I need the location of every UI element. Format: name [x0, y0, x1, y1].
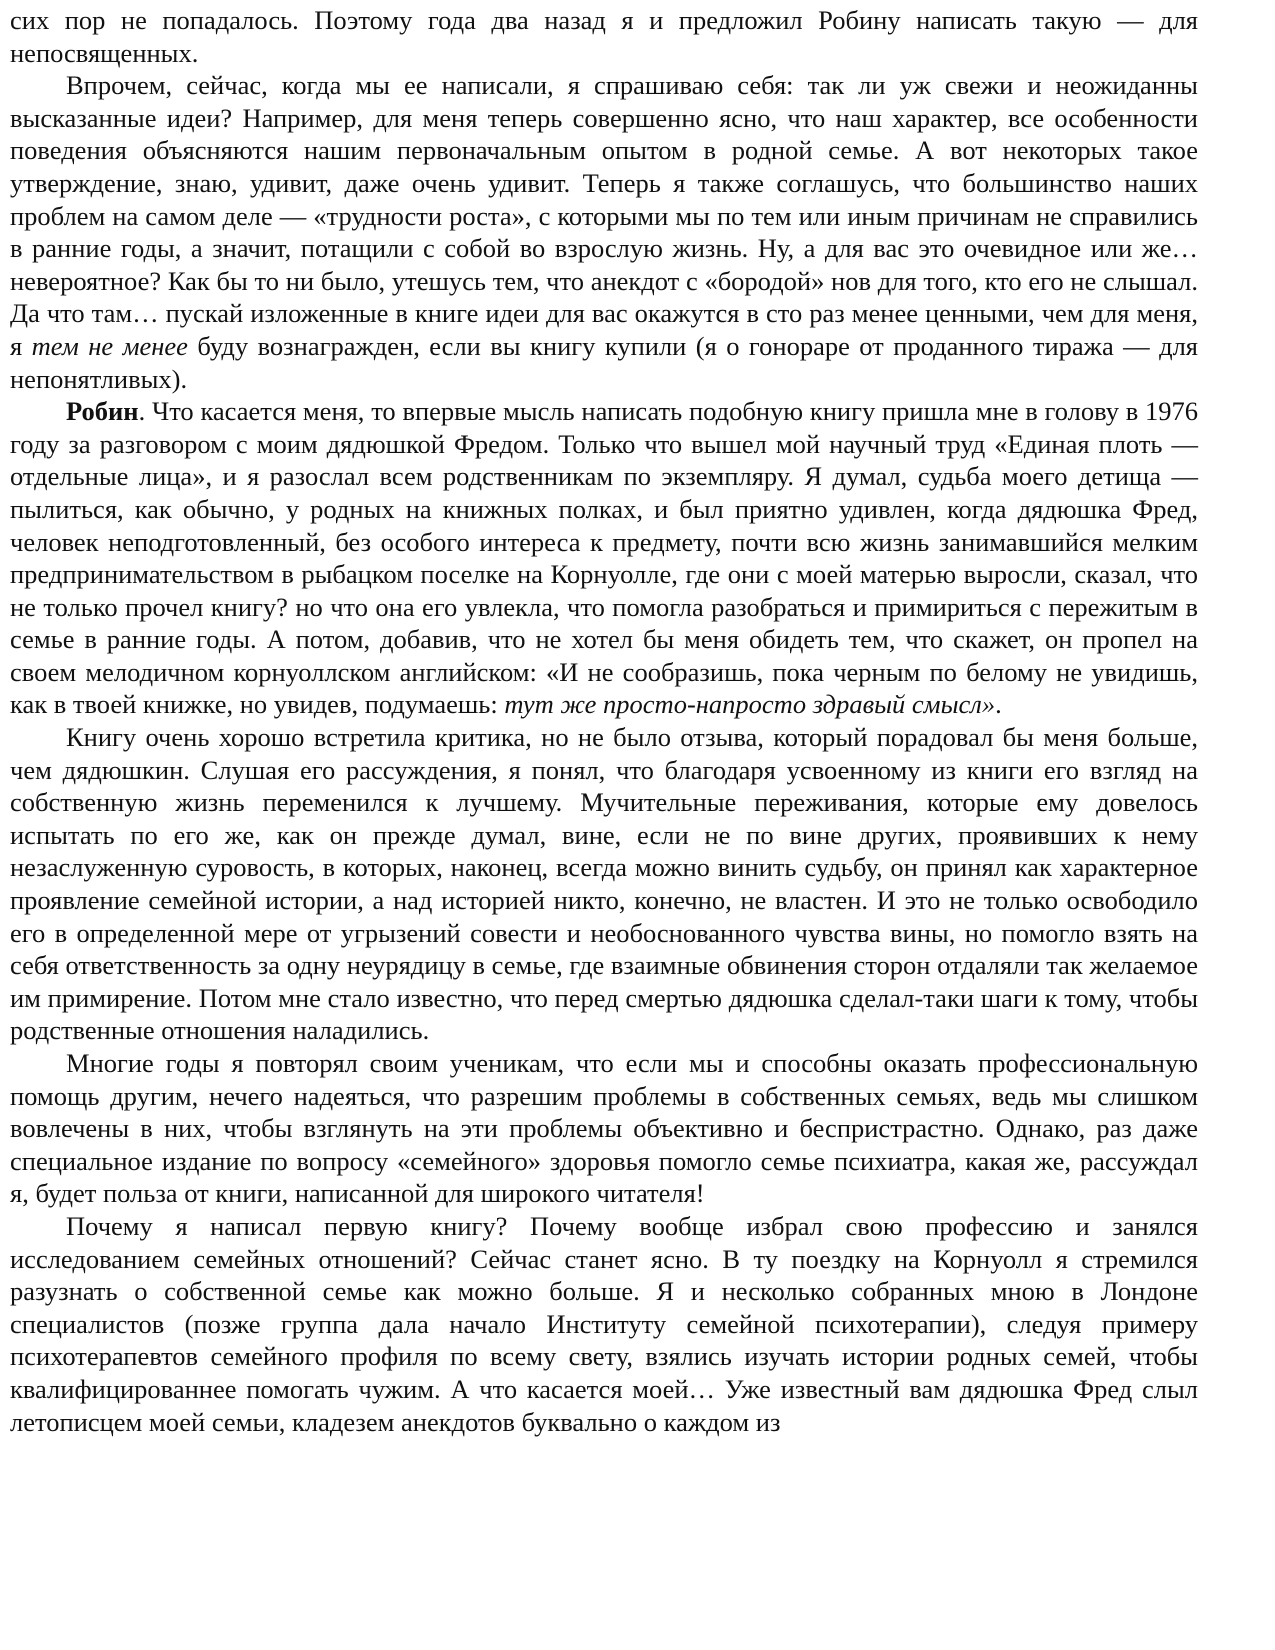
italic-phrase: тем не менее — [31, 330, 188, 361]
paragraph-fresh-ideas — [10, 69, 1198, 395]
paragraph-text: Многие годы я повторял своим ученикам, что если мы и способны оказать профессиональную помощь другим, нечего надеяться, что разрешим проблемы в собственных семьях, ведь мы слишком вовлечены в них, чтобы взглянуть на эти проблемы объективно и беспристрастно. Однако, раз даже специальное издание по вопросу «семейного» здоровья помогло семье психиатра, какая же, рассуждал я, будет польза от книги, написанной для широкого читателя! — [10, 1048, 1198, 1209]
paragraph-text: Впрочем, сейчас, когда мы ее написали, я спрашиваю себя: так ли уж свежи и неожиданны высказанные идеи? Например, для меня теперь совершенно ясно, что наш характер, все особенности поведения объясняются нашим первоначальным опытом в родной семье. А вот некоторых такое утверждение, знаю, удивит, даже очень удивит. Теперь я также соглашусь, что большинство наших проблем на самом деле — «трудности роста», с которыми мы по тем или иным причинам не справились в ранние годы, а значит, потащили с собой во взрослую жизнь. Ну, а для вас это очевидное или же… невероятное? Как бы то ни было, утешусь тем, что анекдот с «бородой» нов для того, кто его не слышал. Да что там… пускай изложенные в книге идеи для вас окажутся в сто раз менее ценными, чем для меня, я — [10, 70, 1198, 361]
paragraph-text: Почему я написал первую книгу? Почему вообще избрал свою профессию и занялся исследованием семейных отношений? Сейчас станет ясно. В ту поездку на Корнуолл я стремился разузнать о собственной семье как можно больше. Я и несколько собранных мною в Лондоне специалистов (позже группа дала начало Институту семейной психотерапии), следуя примеру психотерапевтов семейного профиля по всему свету, взялись изучать истории родных семей, чтобы квалифицированнее помогать чужим. А что касается моей… Уже известный вам дядюшка Фред слыл летописцем моей семьи, кладезем анекдотов буквально о каждом из — [10, 1210, 1198, 1437]
paragraph-text: Книгу очень хорошо встретила критика, но не было отзыва, который порадовал бы меня больше, чем дядюшкин. Слушая его рассуждения, я понял, что благодаря усвоенному из книги его взгляд на собственную жизнь переменился к лучшему. Мучительные переживания, которые ему довелось испытать по его же, как он прежде думал, вине, если не по вине других, проявивших к нему незаслуженную суровость, в которых, наконец, всегда можно винить судьбу, он принял как характерное проявление семейной истории, а над историей никто, конечно, не властен. И это не только освободило его в определенной мере от угрызений совести и необоснованного чувства вины, но помогло взять на себя ответственность за одну неурядицу в семье, где взаимные обвинения сторон отдаляли так желаемое им примирение. Потом мне стало известно, что перед смертью дядюшка сделал-таки шаги к тому, чтобы родственные отношения наладились. — [10, 722, 1198, 1046]
paragraph-robin — [10, 395, 1198, 721]
italic-phrase: тут же просто-напросто здравый смысл» — [504, 689, 996, 720]
paragraph-text: сих пор не попадалось. Поэтому года два назад я и предложил Робину написать такую — для непосвященных. — [10, 5, 1198, 68]
speaker-name: Робин — [66, 396, 139, 427]
paragraph-students — [10, 1047, 1198, 1210]
paragraph-text: буду вознагражден, если вы книгу купили (я о гонораре от проданного тиража — для непонятливых). — [10, 330, 1198, 394]
paragraph-text: . — [995, 689, 1002, 720]
paragraph-continuation — [10, 4, 1198, 69]
paragraph-text: . Что касается меня, то впервые мысль написать подобную книгу пришла мне в голову в 1976 году за разговором с моим дядюшкой Фредом. Только что вышел мой научный труд «Единая плоть — отдельные лица», и я разослал всем родственникам по экземпляру. Я думал, судьба моего детища — пылиться, как обычно, у родных на книжных полках, и был приятно удивлен, когда дядюшка Фред, человек неподготовленный, без особого интереса к предмету, почти всю жизнь занимавшийся мелким предпринимательством в рыбацком поселке на Корнуолле, где они с моей матерью выросли, сказал, что не только прочел книгу? но что она его увлекла, что помогла разобраться и примириться с пережитым в семье в ранние годы. А потом, добавив, что не хотел бы меня обидеть тем, что скажет, он пропел на своем мелодичном корнуоллском английском: «И не сообразишь, пока черным по белому не увидишь, как в твоей книжке, но увидев, подумаешь: — [10, 396, 1198, 720]
paragraph-critics — [10, 721, 1198, 1047]
paragraph-why-first-book — [10, 1210, 1198, 1438]
document-page — [10, 4, 1198, 1438]
